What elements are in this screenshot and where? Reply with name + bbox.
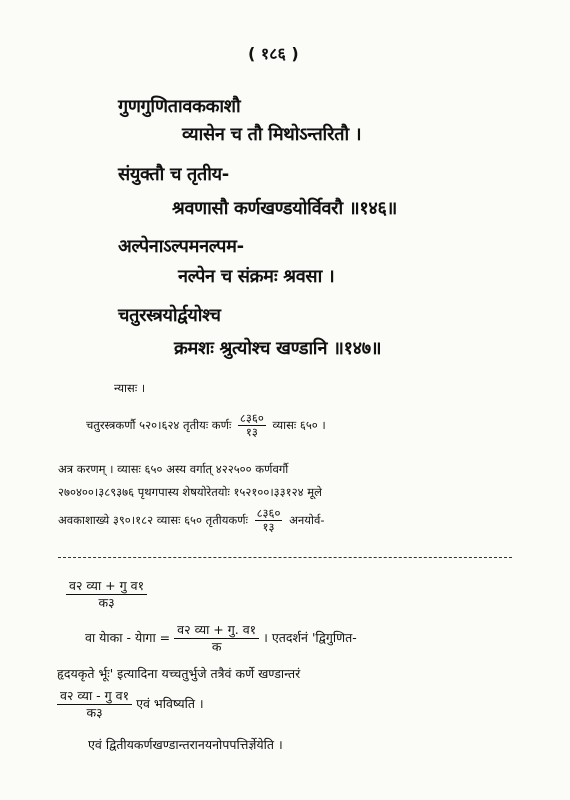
- verse-line-3: संयुक्तौ च तृतीय-: [118, 164, 229, 185]
- third-karna-fraction: [238, 412, 266, 439]
- chaturasra-line: [86, 412, 326, 439]
- verse-line-2: व्यासेन च तौ मिथोऽन्तरितौ ।: [182, 124, 362, 145]
- fraction: [57, 688, 132, 721]
- fraction-denominator: १३: [245, 425, 258, 439]
- math-line-2: हृदयकृते र्भूः' इत्यादिना यच्चतुर्भुजे तत्रैवं कर्णे खण्डान्तरं: [57, 666, 301, 681]
- verse-line-5: अल्पेनाऽल्पमनल्पम-: [118, 236, 244, 257]
- fraction-denominator: क: [211, 639, 222, 654]
- commentary-line-3-start: अवकाशाख्ये ३९०।१८२ व्यासः ६५० तृतीयकर्णः: [58, 513, 248, 527]
- fraction-denominator: क३: [86, 705, 103, 720]
- footnote-divider: [58, 557, 512, 558]
- fraction-numerator: ८३६०: [239, 411, 264, 425]
- commentary-line-2: २७०४००।३८९३७६ पृथगपास्य शेषयोरेतयोः १५२१००।३३१२४ मूले: [58, 485, 322, 499]
- math-line-3-suffix: एवं भविष्यति ।: [136, 696, 204, 711]
- line3-fraction: [255, 507, 283, 534]
- verse-line-7: चतुरस्त्रयोर्द्वयोश्च: [118, 305, 221, 326]
- math-line-prefix: वा येाका - येागा =: [85, 630, 171, 645]
- vyasa-text: व्यासः ६५० ।: [272, 418, 326, 432]
- fraction-denominator: १३: [262, 520, 275, 534]
- fraction-numerator: ८३६०: [256, 506, 281, 520]
- fraction-denominator: क३: [98, 595, 115, 610]
- verse-line-4: श्रवणासौ कर्णखण्डयोर्विवरौ ॥१४६॥: [172, 198, 397, 219]
- fraction-numerator: व२ व्या + गु. व१: [174, 622, 259, 639]
- fraction: [66, 578, 147, 611]
- verse-line-6: नल्पेन च संक्रमः श्रवसा ।: [178, 266, 335, 287]
- math-line-4: एवं द्वितीयकर्णखण्डान्तरानयनोपपत्तिर्ज्ञेयेति ।: [88, 737, 283, 752]
- fraction: [174, 622, 259, 655]
- chaturasra-text: चतुरस्त्रकर्णौ ५२०।६२४ तृतीयः कर्णः: [86, 418, 232, 432]
- math-line-suffix: । एतदर्शनं 'द्विगुणित-: [263, 630, 357, 645]
- commentary-line-3: [58, 507, 325, 534]
- math-line-3: [57, 688, 204, 721]
- fraction-numerator: व२ व्या + गु व१: [66, 578, 147, 595]
- commentary-line-3-end: अनयोर्व-: [289, 513, 325, 527]
- verse-line-1: गुणगुणितावककाशौ: [118, 96, 241, 117]
- page-number: ( १८६ ): [248, 44, 299, 63]
- fraction-numerator: व२ व्या - गु व१: [57, 688, 132, 705]
- math-fraction-1: [66, 578, 147, 611]
- math-line-1: [85, 622, 357, 655]
- verse-line-8: क्रमशः श्रुत्योश्च खण्डानि ॥१४७॥: [174, 338, 382, 359]
- commentary-line-1: अत्र करणम् । व्यासः ६५० अस्य वर्गात् ४२२५०० कर्णवर्गौ: [58, 462, 289, 476]
- nyasa-label: न्यासः ।: [114, 381, 146, 395]
